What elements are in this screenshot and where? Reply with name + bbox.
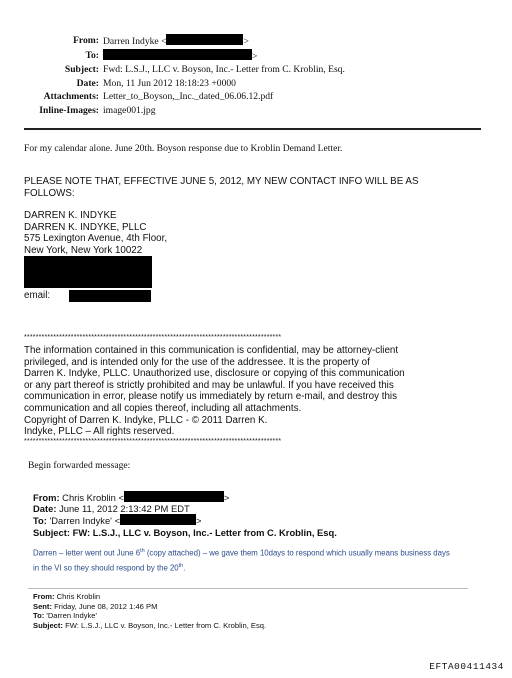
from-value: Darren Indyke < > — [103, 36, 249, 47]
fwd-subject-row: Subject: FW: L.S.J., LLC v. Boyson, Inc.- Letter from C. Kroblin, Esq. — [33, 526, 337, 538]
header-attachments-row — [0, 90, 512, 104]
email-label: email: — [24, 290, 51, 301]
header-divider — [24, 128, 481, 130]
email-header — [0, 34, 512, 118]
bates-number: EFTA00411434 — [429, 661, 504, 672]
redaction-box — [124, 491, 224, 502]
to-value: > — [103, 49, 257, 64]
redaction-box — [103, 49, 252, 60]
subject-value: Fwd: L.S.J., LLC v. Boyson, Inc.- Letter from C. Kroblin, Esq. — [103, 64, 345, 76]
contact-name: DARREN K. INDYKE — [24, 210, 117, 221]
inline-images-label: Inline-Images: — [39, 104, 99, 116]
fwd-date-row: Date: June 11, 2012 2:13:42 PM EDT — [33, 503, 190, 515]
contact-address: 575 Lexington Avenue, 4th Floor, — [24, 233, 168, 245]
from-label: From: — [73, 35, 99, 46]
header-date-row — [0, 77, 512, 91]
original-divider — [28, 588, 468, 589]
date-value: Mon, 11 Jun 2012 18:18:23 +0000 — [103, 77, 236, 89]
attachments-label: Attachments: — [43, 91, 99, 103]
original-header: From: Chris Kroblin Sent: Friday, June 08, 2012 1:46 PM To: 'Darren Indyke' Subject: FW: L.S.J., LLC v. Boyson, Inc.- Letter from C. Kroblin, Esq. — [33, 592, 267, 630]
header-subject-row — [0, 63, 512, 77]
header-to-row — [0, 49, 512, 64]
stars-divider: **************************************************************************************** — [24, 334, 282, 341]
calendar-note: For my calendar alone. June 20th. Boyson response due to Kroblin Demand Letter. — [24, 143, 343, 154]
date-label: Date: — [76, 77, 99, 89]
inline-images-value: image001.jpg — [103, 104, 156, 116]
email-line — [24, 290, 50, 302]
subject-label: Subject: — [64, 64, 99, 76]
header-inline-images-row — [0, 104, 512, 118]
attachments-value: Letter_to_Boyson,_Inc._dated_06.06.12.pdf — [103, 91, 274, 103]
redaction-box — [166, 34, 243, 45]
stars-divider: **************************************************************************************** — [24, 438, 282, 445]
kroblin-message: Darren – letter went out June 6th (copy attached) – we gave them 10days to respond which usually means business days in the VI so they should respond by the 20th. — [33, 548, 450, 573]
redaction-box — [69, 290, 151, 302]
fwd-to-row: To: 'Darren Indyke' < > — [33, 515, 202, 527]
forwarded-header — [33, 491, 493, 538]
redaction-box — [120, 514, 196, 525]
confidentiality-notice: The information contained in this communication is confidential, may be attorney-client privileged, and is intended only for the use of the addressee. It is the property of Darren K. Indyke, PLLC. Unauthorized use, disclosure or copying of this communication or any part thereof is strictly prohibited and may be unlawful. If you have received this communication in error, please notify us immediately by return e-mail, and destroy this communication and all copies thereof, including all attachments. Copyright of Darren K. Indyke, PLLC - © 2011 Darren K. Indyke, PLLC – All rights reserved. — [24, 345, 405, 438]
header-from-row — [0, 34, 512, 49]
contact-city: New York, New York 10022 — [24, 244, 143, 256]
redaction-box — [24, 256, 152, 288]
contact-notice: PLEASE NOTE THAT, EFFECTIVE JUNE 5, 2012, MY NEW CONTACT INFO WILL BE AS FOLLOWS: — [24, 176, 419, 199]
to-label: To: — [85, 49, 99, 61]
fwd-from-row: From: Chris Kroblin < > — [33, 492, 230, 503]
begin-forwarded: Begin forwarded message: — [28, 460, 131, 471]
contact-firm: DARREN K. INDYKE, PLLC — [24, 221, 147, 233]
